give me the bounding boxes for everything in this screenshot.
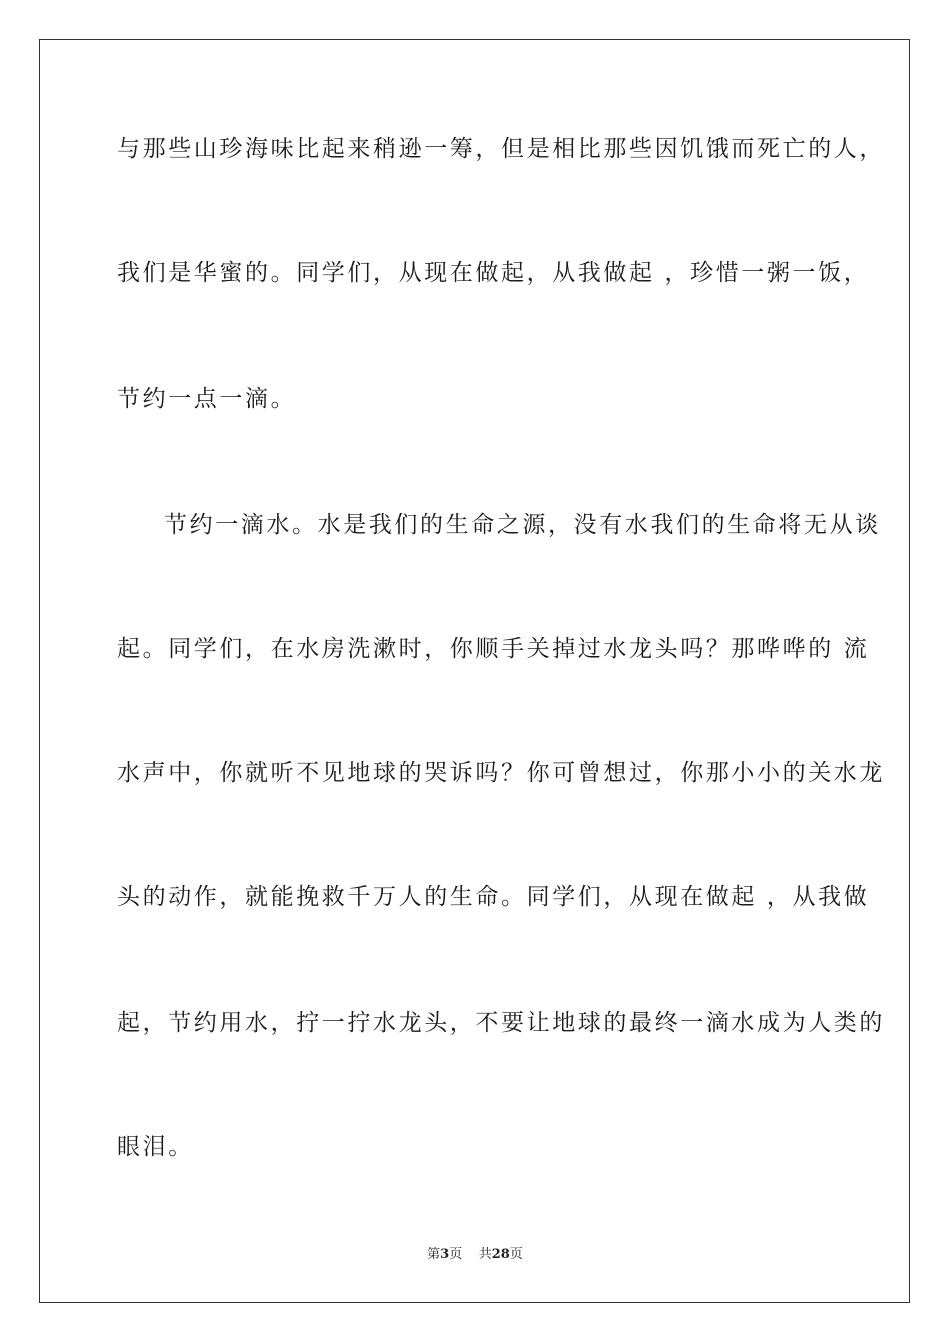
text-line-9: 眼泪。 (117, 1134, 194, 1160)
text-line-6: 水声中，你就听不见地球的哭诉吗？你可曾想过，你那小小的关水龙 (117, 760, 885, 786)
page-border (39, 39, 910, 1303)
text-line-7: 头的动作，就能挽救千万人的生命。同学们，从现在做起 ，从我做 (117, 884, 870, 910)
footer-total-pages: 28 (491, 1247, 510, 1262)
text-line-3: 节约一点一滴。 (117, 386, 297, 412)
text-line-5: 起。同学们，在水房洗漱时，你顺手关掉过水龙头吗？那哗哗的 流 (117, 636, 870, 662)
text-line-8: 起，节约用水，拧一拧水龙头，不要让地球的最终一滴水成为人类的 (117, 1010, 885, 1036)
footer-prefix: 第 (427, 1247, 441, 1262)
page-footer (0, 1246, 950, 1264)
text-line-1: 与那些山珍海味比起来稍逊一筹，但是相比那些因饥饿而死亡的人， (117, 136, 885, 162)
footer-page-suffix: 页 (449, 1247, 463, 1262)
text-line-2: 我们是华蜜的。同学们，从现在做起，从我做起 ，珍惜一粥一饭， (117, 260, 870, 286)
footer-total-suffix: 页 (509, 1247, 523, 1262)
paragraph-start-line: 节约一滴水。水是我们的生命之源，没有水我们的生命将无从谈 (164, 512, 881, 538)
footer-total-prefix: 共 (478, 1247, 492, 1262)
footer-page-number: 3 (440, 1247, 450, 1262)
